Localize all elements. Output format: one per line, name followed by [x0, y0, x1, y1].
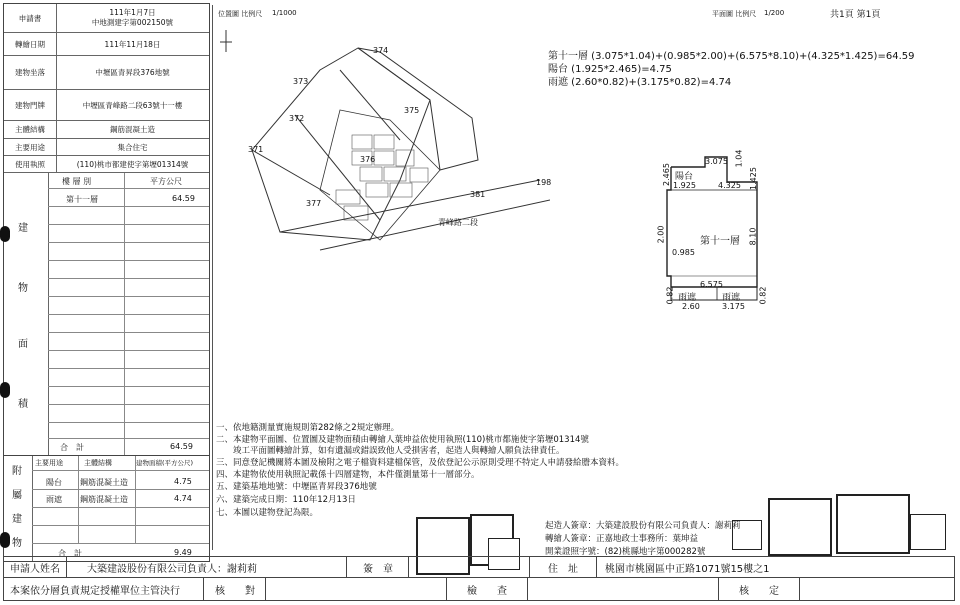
company-seal-icon — [836, 494, 910, 554]
area-calc-line: 雨遮 (2.60*0.82)+(3.175*0.82)=4.74 — [548, 77, 732, 88]
applicant-label: 申請人姓名 — [4, 557, 67, 577]
area-calc-line: 陽台 (1.925*2.465)=4.75 — [548, 64, 672, 75]
inspect-signature-field[interactable] — [528, 578, 719, 600]
row-label: 轉繪日期 — [4, 33, 57, 55]
grid-line — [32, 507, 209, 508]
dim-label: 0.82 — [665, 286, 675, 305]
site-scale: 1/1000 — [272, 9, 297, 17]
dim-label: 3.175 — [722, 302, 745, 311]
grid-line — [48, 404, 209, 405]
grid-line — [48, 332, 209, 333]
row-label: 申請書 — [4, 4, 57, 32]
note-line: 五、建築基地地號：中壢區青昇段376地號 — [216, 482, 377, 492]
canopy-label: 雨遮 — [722, 293, 741, 303]
plan-scale-label: 平面圖 比例尺 — [712, 10, 757, 18]
parcel-label: 198 — [536, 178, 552, 187]
applicant-address: 桃園市桃園區中正路1071號15樓之1 — [605, 563, 770, 575]
grid-line — [32, 543, 209, 544]
row-value — [56, 4, 209, 32]
grid-line — [48, 278, 209, 279]
parcel-label: 375 — [404, 106, 420, 115]
grid-line — [32, 489, 209, 490]
row-value: 中壢區青峰路二段63號十一樓 — [82, 100, 183, 110]
grid-line — [48, 224, 209, 225]
column-divider — [78, 456, 79, 543]
room-label: 第十一層 — [700, 236, 740, 247]
grid-line — [48, 206, 209, 207]
application-number: 中地測建字第002150號 — [91, 18, 174, 27]
dim-label: 1.425 — [748, 167, 758, 190]
side-char: 物 — [12, 538, 22, 549]
row-value: (110)桃市都建使字第壢01314號 — [76, 159, 189, 169]
north-arrow-icon — [218, 30, 234, 52]
dim-label: 2.465 — [661, 163, 671, 186]
note-line: 四、本建物依使用執照記載係十四層建物，本件僅測量第十一層部分。 — [216, 470, 480, 480]
parcel-label: 376 — [360, 155, 376, 164]
site-plan-map — [240, 40, 550, 255]
attach-header-structure: 主體結構 — [84, 459, 112, 467]
building-info-table — [3, 3, 210, 562]
attach-total: 9.49 — [174, 548, 192, 557]
road-label: 青峰路二段 — [438, 218, 478, 227]
dim-label: 8.10 — [748, 227, 758, 246]
canopy-label: 雨遮 — [678, 293, 697, 303]
area-side-title — [4, 173, 49, 456]
plan-scale: 1/200 — [764, 9, 785, 17]
area-header: 平方公尺 — [150, 177, 182, 186]
row-value: 集合住宅 — [117, 142, 148, 152]
attach-use: 陽台 — [46, 478, 62, 487]
total-label: 合 計 — [60, 443, 84, 452]
approval-row — [3, 577, 955, 601]
dim-label: 4.325 — [718, 181, 741, 190]
grid-line — [48, 422, 209, 423]
grid-line — [48, 314, 209, 315]
parcel-label: 377 — [306, 199, 322, 208]
note-line: 二、本建物平面圖、位置圖及建物面積由轉繪人葉坤益依使用執照(110)桃市都施使字第壢01314號 — [216, 435, 589, 445]
row-label: 主要用途 — [4, 139, 57, 155]
approve-label: 核 定 — [719, 578, 800, 600]
section-divider — [4, 455, 209, 456]
side-char: 附 — [12, 466, 22, 477]
side-char: 建 — [18, 223, 28, 234]
frame-line — [212, 5, 213, 550]
dim-label: 6.575 — [700, 280, 723, 289]
parcel-label: 372 — [289, 114, 305, 123]
row-permit — [4, 156, 209, 173]
binder-hole — [0, 532, 10, 548]
builder-signature: 起造人簽章：大築建設股份有限公司負責人：謝莉莉 — [545, 521, 741, 531]
row-redraw-date — [4, 33, 209, 56]
note-line: 一、依地籍測量實施規則第282條之2規定辦理。 — [216, 423, 400, 433]
note-line: 六、建築完成日期：110年12月13日 — [216, 495, 356, 505]
balcony-label: 陽台 — [675, 172, 694, 182]
note-line: 七、本圖以建物登記為限。 — [216, 508, 319, 518]
grid-line — [48, 260, 209, 261]
attach-use: 雨遮 — [46, 495, 62, 504]
parcel-label: 381 — [470, 190, 486, 199]
floor-header: 樓 層 別 — [62, 177, 92, 186]
drafter-signature: 轉繪人簽章：正嘉地政士事務所：葉坤益 — [545, 534, 699, 544]
grid-line — [48, 242, 209, 243]
approve-signature-field[interactable] — [800, 578, 952, 600]
binder-hole — [0, 226, 10, 242]
license-number: 開業證照字號：(82)桃縣地字第000282號 — [545, 547, 706, 557]
authority-notice: 本案依分層負責規定授權單位主管決行 — [4, 578, 204, 600]
grid-line — [48, 368, 209, 369]
dim-label: 0.82 — [758, 286, 768, 305]
attach-area: 4.74 — [174, 494, 192, 503]
side-char: 屬 — [12, 490, 22, 501]
seal-area — [409, 557, 530, 577]
row-value: 鋼筋混凝土造 — [110, 125, 155, 134]
row-address — [4, 90, 209, 121]
row-structure — [4, 121, 209, 139]
page-count: 共1頁 第1頁 — [830, 10, 881, 20]
attach-total-label: 合 計 — [58, 549, 82, 558]
attach-area: 4.75 — [174, 477, 192, 486]
dim-label: 1.925 — [673, 181, 696, 190]
total-area: 64.59 — [170, 442, 193, 451]
application-date: 111年1月7日 — [109, 8, 156, 17]
check-label: 核 對 — [205, 578, 266, 600]
inspect-label: 檢 查 — [447, 578, 528, 600]
dim-label: 1.04 — [734, 149, 744, 168]
area-calc-line: 第十一層 (3.075*1.04)+(0.985*2.00)+(6.575*8.10)+(4.325*1.425)=64.59 — [548, 51, 915, 62]
side-char: 建 — [12, 514, 22, 525]
applicant-row — [3, 556, 955, 578]
row-label: 建物坐落 — [4, 56, 57, 89]
row-use — [4, 139, 209, 156]
column-divider — [135, 456, 136, 543]
grid-line — [48, 438, 209, 439]
attach-structure: 鋼筋混凝土造 — [80, 478, 128, 487]
parcel-label: 374 — [373, 46, 389, 55]
grid-line — [48, 296, 209, 297]
site-scale-label: 位置圖 比例尺 — [218, 10, 263, 18]
grid-line — [48, 188, 209, 189]
attach-structure: 鋼筋混凝土造 — [80, 495, 128, 504]
grid-line — [32, 525, 209, 526]
grid-line — [32, 470, 209, 471]
floor-area: 64.59 — [172, 194, 195, 203]
dim-label: 2.00 — [656, 225, 666, 244]
row-value: 111年11月18日 — [104, 39, 161, 49]
parcel-label: 373 — [293, 77, 309, 86]
row-application — [4, 4, 209, 33]
seal-label: 簽 章 — [348, 557, 409, 577]
attach-header-area: 建物面積(平方公尺) — [136, 459, 194, 467]
attach-header-use: 主要用途 — [35, 459, 63, 467]
dim-label: 3.075 — [705, 157, 728, 166]
row-value: 中壢區青昇段376地號 — [95, 68, 170, 77]
side-char: 面 — [18, 339, 28, 350]
dim-label: 0.985 — [672, 248, 695, 257]
check-signature-field[interactable] — [266, 578, 447, 600]
grid-line — [48, 386, 209, 387]
note-line: 竣工平面圖轉繪計算，如有遺漏或錯誤致他人受損害者，起造人與轉繪人願負法律責任。 — [216, 446, 565, 456]
row-label: 建物門牌 — [4, 90, 57, 120]
dim-label: 2.60 — [682, 302, 700, 311]
binder-hole — [0, 382, 10, 398]
row-label: 使用執照 — [4, 156, 57, 172]
office-seal-icon — [768, 498, 832, 556]
floor-name: 第十一層 — [66, 195, 98, 204]
note-line: 三、同意登記機關將本圖及檢附之電子檔資料建檔保管，及依登記公示原則受理不特定人申請發給謄本資料。 — [216, 458, 625, 468]
address-label: 住 址 — [530, 557, 597, 577]
parcel-label: 371 — [248, 145, 264, 154]
applicant-name: 大築建設股份有限公司負責人：謝莉莉 — [67, 557, 347, 577]
row-label: 主體結構 — [4, 121, 57, 138]
grid-line — [48, 350, 209, 351]
side-char: 積 — [18, 399, 28, 410]
personal-seal-icon — [910, 514, 946, 550]
side-char: 物 — [18, 283, 28, 294]
row-location — [4, 56, 209, 90]
